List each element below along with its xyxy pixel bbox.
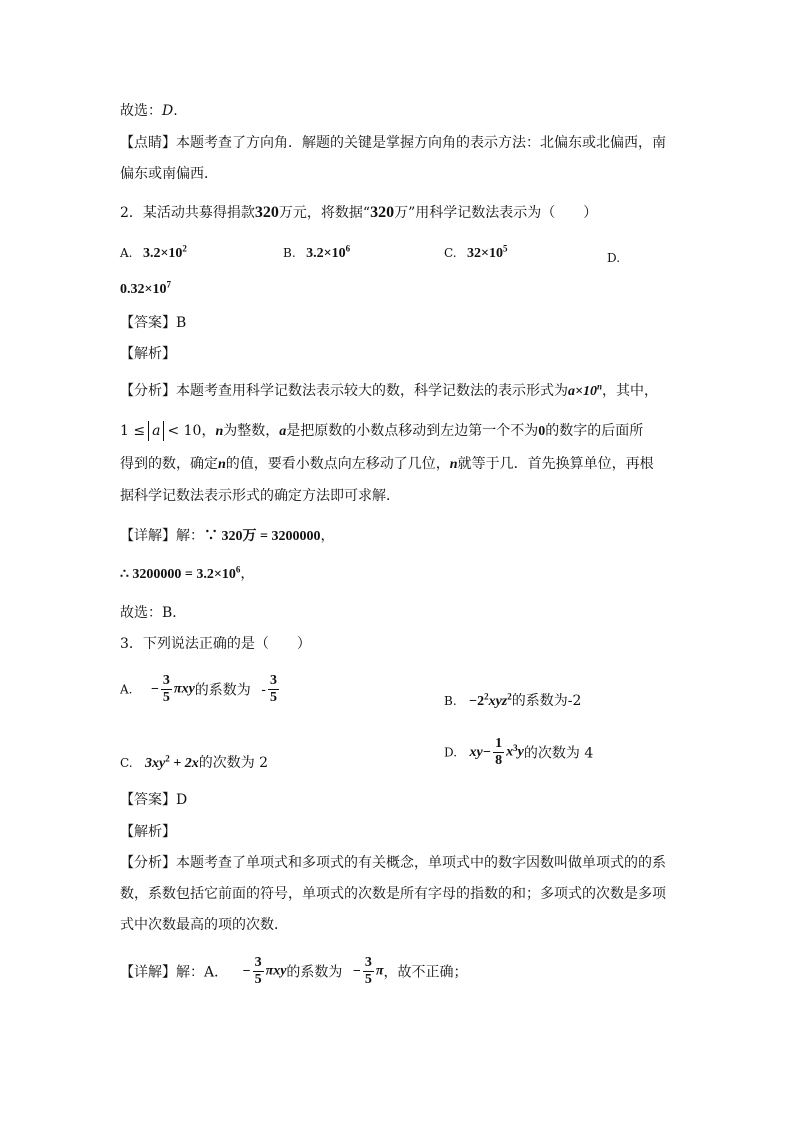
q2-option-d-value[interactable]: $0.32\times 10^7$: [120, 279, 171, 297]
q3-analysis-line1: 【分析】本题考查了单项式和多项式的有关概念，单项式中的数字因数叫做单项式的的系: [120, 855, 666, 871]
q2-detail-line2: ∴ $3200000 = 3.2\times 10^6$，: [120, 564, 255, 582]
q3-answer: 【答案】D: [120, 792, 188, 808]
q3-option-d-frac: $\frac{1}{8}$: [495, 736, 503, 768]
q3-detail-value-frac: $\frac{3}{5}$: [364, 955, 372, 987]
q2-analysis-line3: 得到的数，确定n的值，要看小数点向左移动了几位，n就等于几．首先换算单位，再根: [120, 456, 654, 472]
q2-option-b[interactable]: B. $3.2\times 10^6$: [283, 243, 351, 261]
q3-option-a-frac: $\frac{3}{5}$: [162, 673, 170, 705]
q3-analysis-title: 【解析】: [120, 824, 176, 840]
q2-answer: 【答案】B: [120, 315, 187, 331]
prev-comment-line1: 【点睛】本题考查了方向角．解题的关键是掌握方向角的表示方法：北偏东或北偏西，南: [120, 135, 666, 151]
q3-analysis-line3: 式中次数最高的项的次数．: [120, 917, 288, 933]
q3-option-b[interactable]: B. $-2^2xyz^2$的系数为-2: [444, 691, 582, 709]
q3-detail-frac: $\frac{3}{5}$: [254, 955, 262, 987]
q2-detail-line1: 【详解】解：∵ 320万 = 3200000，: [120, 528, 335, 544]
q3-option-a-value: $\frac{3}{5}$: [269, 673, 277, 705]
q3-analysis-line2: 数，系数包括它前面的符号，单项式的次数是所有字母的指数的和；多项式的次数是多项: [120, 886, 666, 902]
q2-option-d-label[interactable]: D.: [607, 251, 621, 265]
q3-detail-line1: 【详解】解：A． − $\frac{3}{5}$ πxy的系数为 − $\frac{3}{5}$ π，故不正确；: [120, 955, 468, 987]
q2-analysis-title: 【解析】: [120, 346, 176, 362]
prev-choice: 故选：D.: [120, 103, 178, 119]
prev-comment-line2: 偏东或南偏西．: [120, 166, 218, 182]
q2-analysis-line2: 1 ≤ a < 10，n为整数，a是把原数的小数点移动到左边第一个不为0的数字的后面所: [120, 423, 644, 439]
q2-option-c[interactable]: C. $32\times 10^5$: [444, 243, 508, 261]
q3-stem: 3．下列说法正确的是（ ）: [120, 636, 311, 652]
q3-option-a[interactable]: A. − $\frac{3}{5}$ πxy的系数为 - $\frac{3}{5}$: [120, 673, 277, 705]
q2-option-a[interactable]: A. $3.2\times 10^2$: [120, 243, 187, 261]
q3-option-d[interactable]: D. xy− $\frac{1}{8}$ $x^3y$的次数为 4: [444, 736, 594, 768]
q2-stem: 2．某活动共募得捐款320万元，将数据“320万”用科学记数法表示为（ ）: [120, 204, 598, 221]
q2-choice: 故选：B．: [120, 605, 187, 621]
q2-analysis-line1: 【分析】本题考查用科学记数法表示较大的数，科学记数法的表示形式为$a\times 10^n$，其中，: [120, 381, 658, 399]
q3-option-c[interactable]: C. $3xy^2 + 2x$的次数为 2: [120, 753, 269, 771]
q2-analysis-line4: 据科学记数法表示形式的确定方法即可求解．: [120, 488, 400, 504]
q2-num-quoted: 320: [370, 204, 395, 221]
